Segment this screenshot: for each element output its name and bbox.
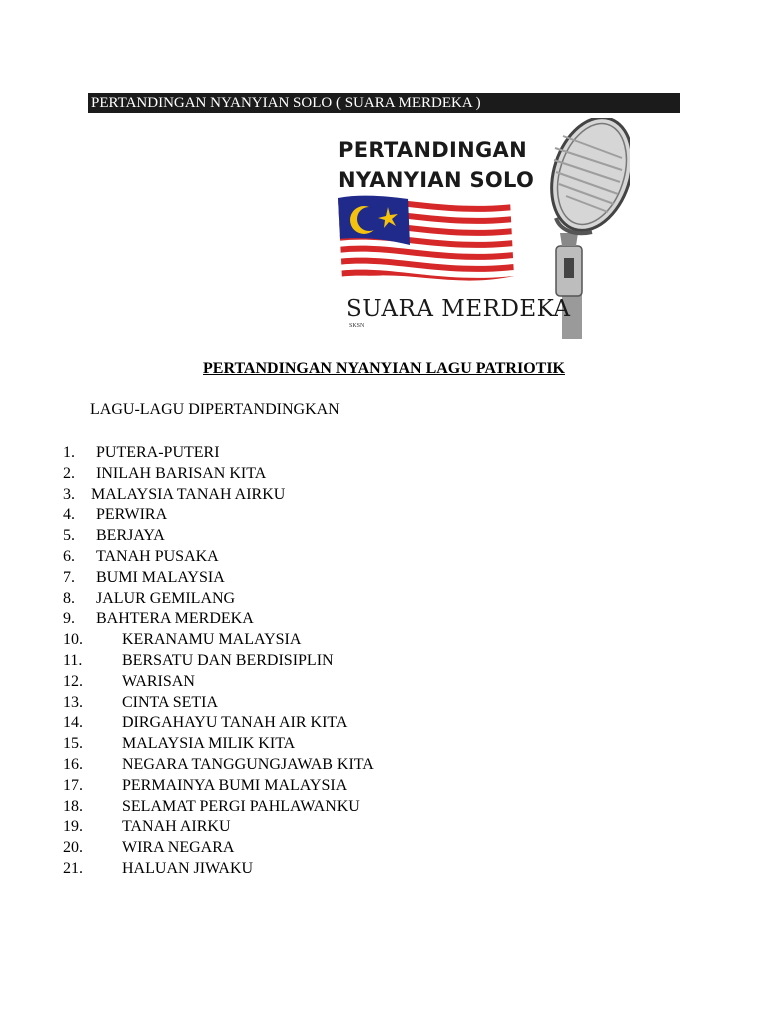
song-title: JALUR GEMILANG bbox=[96, 589, 236, 607]
song-title: TANAH AIRKU bbox=[122, 818, 231, 836]
song-number: 5. bbox=[63, 527, 75, 545]
song-title: BUMI MALAYSIA bbox=[96, 568, 225, 586]
header-bar: PERTANDINGAN NYANYIAN SOLO ( SUARA MERDEKA ) bbox=[88, 93, 680, 113]
song-title: NEGARA TANGGUNGJAWAB KITA bbox=[122, 756, 374, 773]
song-title: DIRGAHAYU TANAH AIR KITA bbox=[122, 714, 348, 732]
song-title: INILAH BARISAN KITA bbox=[96, 464, 267, 482]
song-number: 15. bbox=[63, 735, 83, 753]
song-number: 12. bbox=[63, 672, 83, 690]
song-title: CINTA SETIA bbox=[122, 693, 219, 711]
song-title: MALAYSIA TANAH AIRKU bbox=[91, 485, 286, 503]
song-title: SELAMAT PERGI PAHLAWANKU bbox=[122, 797, 360, 815]
song-number: 21. bbox=[63, 860, 83, 877]
logo-subtitle: SUARA MERDEKA bbox=[346, 296, 571, 322]
song-number: 13. bbox=[63, 693, 83, 711]
song-number: 20. bbox=[63, 839, 83, 857]
song-number: 17. bbox=[63, 776, 83, 794]
section-label: LAGU-LAGU DIPERTANDINGKAN bbox=[90, 401, 340, 418]
song-number: 6. bbox=[63, 548, 75, 565]
song-title: TANAH PUSAKA bbox=[96, 548, 219, 565]
song-number: 3. bbox=[63, 485, 75, 503]
competition-logo bbox=[330, 118, 630, 340]
logo-small-text: SKSN bbox=[349, 323, 365, 329]
song-number: 1. bbox=[63, 444, 75, 461]
song-title: BAHTERA MERDEKA bbox=[96, 610, 254, 628]
song-title: WARISAN bbox=[122, 672, 195, 690]
song-title: HALUAN JIWAKU bbox=[122, 860, 254, 877]
song-number: 9. bbox=[63, 610, 75, 628]
song-number: 10. bbox=[63, 631, 83, 649]
song-number: 11. bbox=[63, 652, 83, 669]
song-number: 8. bbox=[63, 589, 75, 607]
song-number: 14. bbox=[63, 714, 83, 732]
song-number: 4. bbox=[63, 506, 75, 524]
song-number: 19. bbox=[63, 818, 83, 836]
song-title: PUTERA-PUTERI bbox=[96, 444, 220, 461]
song-number: 7. bbox=[63, 568, 75, 586]
malaysia-flag-icon bbox=[330, 178, 530, 298]
logo-title-line2: NYANYIAN SOLO bbox=[338, 168, 535, 192]
song-number: 2. bbox=[63, 464, 75, 482]
song-title: BERJAYA bbox=[96, 527, 165, 545]
song-title: WIRA NEGARA bbox=[122, 839, 235, 857]
song-title: MALAYSIA MILIK KITA bbox=[122, 735, 296, 753]
main-heading: PERTANDINGAN NYANYIAN LAGU PATRIOTIK bbox=[203, 360, 565, 377]
logo-title-line1: PERTANDINGAN bbox=[338, 138, 527, 162]
song-title: PERMAINYA BUMI MALAYSIA bbox=[122, 776, 348, 794]
song-number: 18. bbox=[63, 797, 83, 815]
song-title: BERSATU DAN BERDISIPLIN bbox=[122, 652, 334, 669]
song-title: PERWIRA bbox=[96, 506, 168, 524]
song-number: 16. bbox=[63, 756, 83, 773]
song-title: KERANAMU MALAYSIA bbox=[122, 631, 302, 649]
